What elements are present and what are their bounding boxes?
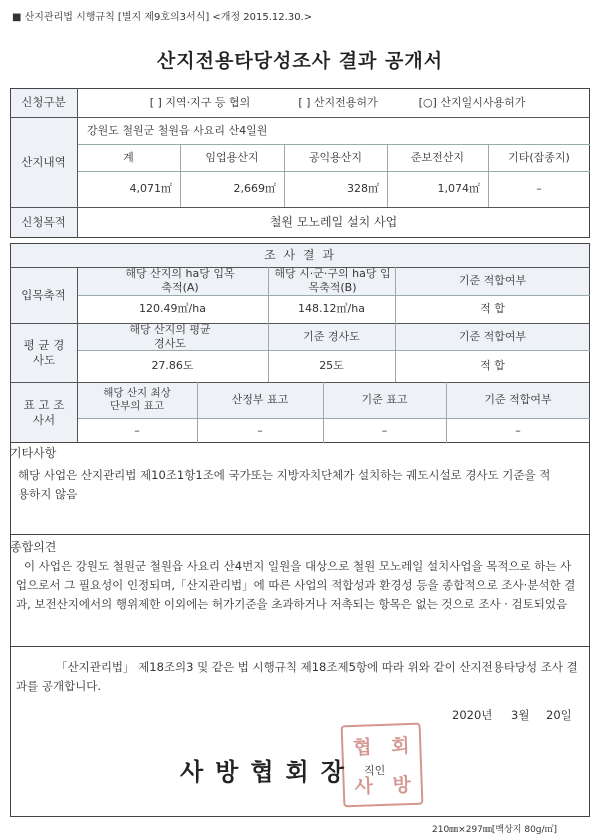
area-value-semi-preservation: 1,074㎡ xyxy=(437,182,480,196)
stand-volume-value-a: 120.49㎥/ha xyxy=(139,302,206,316)
slope-value-average: 27.86도 xyxy=(151,359,194,373)
stand-volume-value-fit: 적 합 xyxy=(480,302,505,316)
slope-value-fit: 적 합 xyxy=(480,359,505,373)
other-notes-label: 기타사항 xyxy=(10,446,57,460)
area-value-public: 328㎡ xyxy=(347,182,379,196)
disclosure-date-day: 20일 xyxy=(546,708,572,722)
other-notes-text: 해당 사업은 산지관리법 제10조1항1조에 국가또는 지방자치단체가 설치하는 궤도시설로 경사도 기준을 적용하지 않음 xyxy=(18,468,551,501)
elevation-header-top: 해당 산지 최상단부의 표고 xyxy=(103,386,171,412)
purpose-value: 철원 모노레일 설치 사업 xyxy=(269,215,398,229)
slope-header-standard: 기준 경사도 xyxy=(303,329,360,343)
survey-results-title: 조 사 결 과 xyxy=(264,247,336,262)
form-reference-note: ■ 산지관리법 시행규칙 [별지 제9호의3서식] <개정 2015.12.30.> xyxy=(12,12,313,23)
disclosure-text: 「산지관리법」 제18조의3 및 같은 법 시행규칙 제18조제5항에 따라 위와 같이 산지전용타당성 조사 결과를 공개합니다. xyxy=(16,660,578,693)
elevation-survey-label: 표 고 조사서 xyxy=(23,398,65,427)
average-slope-label: 평 균 경사도 xyxy=(23,338,65,367)
application-type-label: 신청구분 xyxy=(21,95,66,110)
area-header-semi-preservation: 준보전산지 xyxy=(410,150,465,164)
area-value-other: – xyxy=(536,182,542,196)
disclosure-date-year: 2020년 xyxy=(452,708,493,722)
option-forest-conversion-permit: [ ] 산지전용허가 xyxy=(298,95,378,109)
stand-volume-header-a: 해당 산지의 ha당 입목축적(A) xyxy=(125,267,235,294)
footer-paper-note: 210㎜×297㎜[백상지 80g/㎡] xyxy=(432,825,558,835)
area-value-total: 4,071㎡ xyxy=(129,182,172,196)
official-seal: 협 회 사 방 xyxy=(341,723,424,808)
forest-details-label: 산지내역 xyxy=(21,154,66,169)
forest-address: 강원도 철원군 철원읍 사요리 산4일원 xyxy=(87,123,268,137)
area-header-public: 공익용산지 xyxy=(308,150,363,164)
option-regional-consultation: [ ] 지역·지구 등 협의 xyxy=(149,95,251,109)
area-header-total: 계 xyxy=(123,150,134,164)
elevation-value-standard: – xyxy=(381,423,388,437)
area-header-forestry: 임업용산지 xyxy=(205,150,259,164)
elevation-header-standard: 기준 표고 xyxy=(361,393,408,407)
area-value-forestry: 2,669㎡ xyxy=(233,182,276,196)
area-header-other: 기타(잡종지) xyxy=(508,150,570,164)
overall-opinion-text: 이 사업은 강원도 철원군 철원읍 사요리 산4번지 일원을 대상으로 철원 모노레일 설치사업을 목적으로 하는 사업으로서 그 필요성이 인정되며,「산지관리법」에 따른 사업의 적합성과 환경성 등을 종합적으로 조사·분석한 결과, 보전산지에서의 행위제한 이외에는 허가기준을 초과하거나 저촉되는 항목은 없는 것으로 조사 · 검토되었음 xyxy=(16,559,576,611)
signatory-name: 사방협회장 xyxy=(180,758,356,786)
stand-volume-header-b: 해당 시·군·구의 ha당 입목축적(B) xyxy=(274,267,391,294)
slope-header-average: 해당 산지의 평균경사도 xyxy=(129,322,211,350)
elevation-header-summit: 산정부 표고 xyxy=(231,393,289,407)
slope-header-fit: 기준 적합여부 xyxy=(458,329,527,343)
elevation-value-top: – xyxy=(134,423,140,437)
elevation-value-summit: – xyxy=(257,423,263,437)
stand-volume-header-fit: 기준 적합여부 xyxy=(458,274,527,288)
stand-volume-value-b: 148.12㎥/ha xyxy=(298,302,365,316)
purpose-label: 신청목적 xyxy=(21,215,66,230)
overall-opinion-label: 종합의견 xyxy=(10,540,57,554)
elevation-header-fit: 기준 적합여부 xyxy=(484,393,552,407)
seal-label: 직인 xyxy=(364,764,386,777)
stand-volume-label: 입목축적 xyxy=(21,287,66,302)
disclosure-date-month: 3월 xyxy=(511,708,530,722)
slope-value-standard: 25도 xyxy=(319,359,344,373)
elevation-value-fit: – xyxy=(515,423,521,437)
option-temporary-use-permit: [○] 산지일시사용허가 xyxy=(418,95,526,109)
document-title: 산지전용타당성조사 결과 공개서 xyxy=(156,50,444,72)
